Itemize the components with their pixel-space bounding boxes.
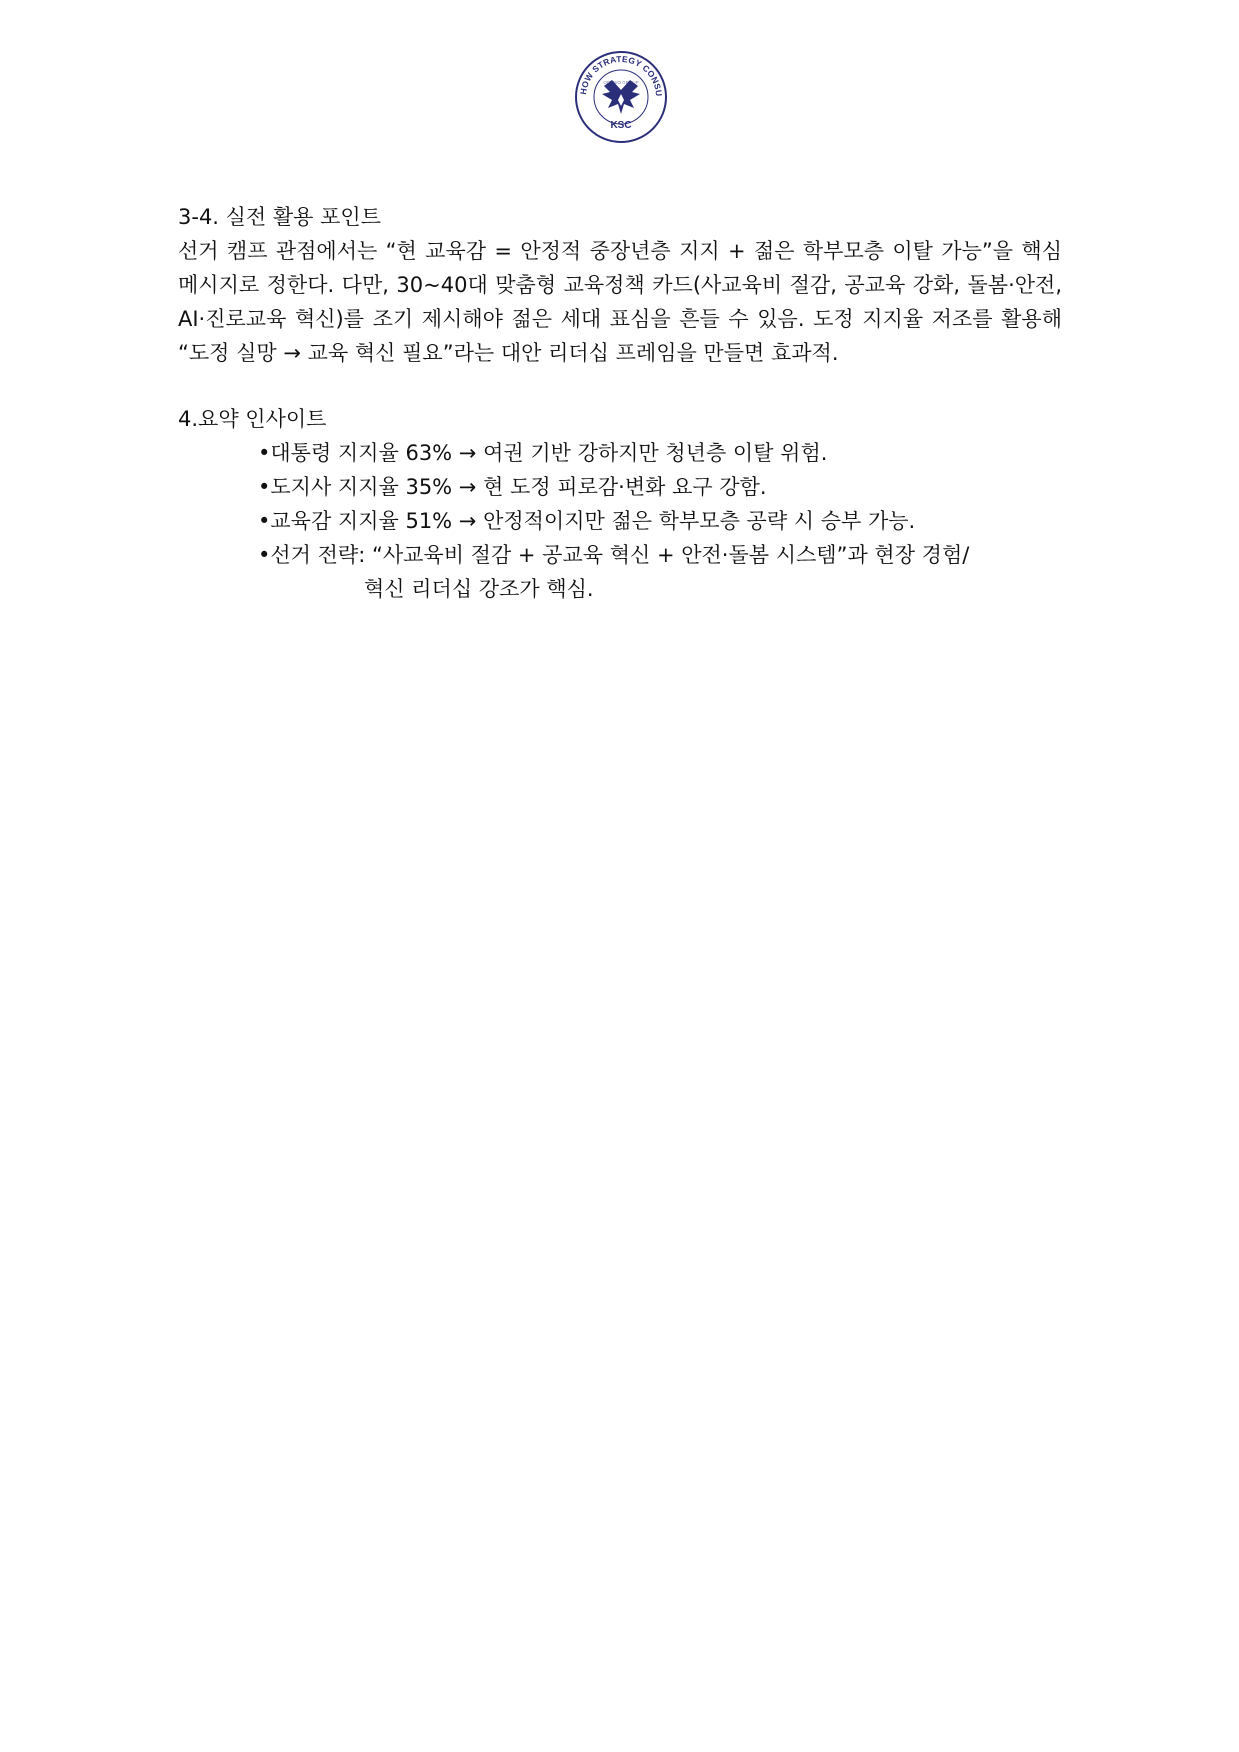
section-3-4-heading: 3-4. 실전 활용 포인트 (178, 205, 382, 229)
list-item-continuation (258, 572, 1062, 606)
company-logo (574, 50, 668, 144)
section-3-4-paragraph: 선거 캠프 관점에서는 “현 교육감 = 안정적 중장년층 지지 + 젊은 학부모층 이탈 가능”을 핵심 메시지로 정한다. 다만, 30~40대 맞춤형 교육정책 카드(사교육비 절감, 공교육 강화, 돌봄·안전, AI·진로교육 혁신)를 조기 제시해야 젊은 세대 표심을 흔들 수 있음. 도정 지지율 저조를 활용해 “도정 실망 → 교육 혁신 필요”라는 대안 리더십 프레임을 만들면 효과적. (178, 239, 1062, 365)
svg-text:OPEN/O GROUP: OPEN/O GROUP (603, 80, 639, 85)
svg-text:KNOWHOW STRATEGY CONSULTING: HOW STRATEGY CONSU (578, 53, 665, 97)
list-item: •대통령 지지율 63% → 여권 기반 강하지만 청년층 이탈 위험. (258, 441, 828, 465)
list-item: •선거 전략: “사교육비 절감 + 공교육 혁신 + 안전·돌봄 시스템”과 현장 경험/ (258, 543, 970, 567)
bullet-continuation-text: 혁신 리더십 강조가 핵심. (364, 577, 594, 601)
svg-text:KSC: KSC (610, 120, 632, 131)
ksc-seal-icon (574, 50, 668, 144)
summary-insights-list (178, 436, 1062, 606)
document-body (178, 200, 1062, 606)
section-spacer (178, 370, 1062, 402)
list-item: •교육감 지지율 51% → 안정적이지만 젊은 학부모층 공략 시 승부 가능. (258, 509, 916, 533)
section-4-heading: 4.요약 인사이트 (178, 407, 327, 431)
list-item: •도지사 지지율 35% → 현 도정 피로감·변화 요구 강함. (258, 475, 767, 499)
